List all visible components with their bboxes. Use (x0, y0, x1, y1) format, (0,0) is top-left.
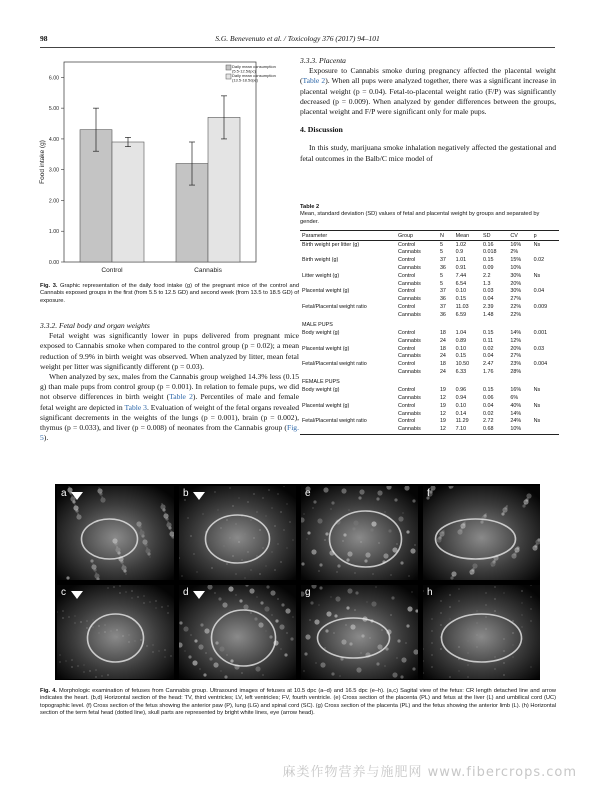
table2-cell: Control (398, 257, 416, 264)
bar-control-series2 (112, 142, 144, 262)
left-column-text (40, 321, 299, 443)
table2-cell (532, 265, 559, 273)
table2-col-header: Parameter (300, 231, 396, 241)
table2-cell: 18 (439, 345, 446, 352)
ultrasound-panel-b (179, 486, 296, 580)
fig4-caption-text: Morphologic examination of fetuses from Cannabis group. Ultrasound images of fetuses at 10.5 dpc (a–d) and 16.5 dpc (e–h). (a,c) Sagital view of the fetus: CR length detached line and arrow indicates the heart. (b,d) Horizontal section of the head: TV, third ventricles; LV, left ventricles; FV, fourth ventricle. (e) Cross section of the placenta (PL) and fetus at the liver (L) and umbilical cord (UC) topographic level. (f) Cross section of the fetus showing the anterior paw (P), lung (LG) and spinal cord (SC). (g) Cross section of the placenta (PL) and the fetus showing the anterior limb (L). (h) Horizontal section of the term fetal head (dotted line), skull parts are represented by bright white lines, eye (arrow head). (40, 688, 556, 717)
table2-cell: FEMALE PUPS (302, 379, 340, 386)
table2-cell (508, 376, 531, 387)
table2-cell: 1.04 (455, 329, 467, 336)
table2 (300, 230, 559, 435)
table2-col-header: Mean (454, 231, 481, 241)
table2-cell: 30% (510, 272, 522, 279)
panel-label: a (61, 488, 67, 499)
table2-row (300, 426, 559, 434)
table2-row (300, 319, 559, 330)
table2-cell: Ns (533, 241, 541, 248)
table2-cell: 0.68 (481, 426, 508, 434)
table2-row (300, 418, 559, 426)
table2-cell: 0.89 (455, 337, 467, 344)
table2-cell: 2.2 (483, 272, 491, 279)
table2-row (300, 304, 559, 312)
table2-cell (532, 376, 559, 387)
table2-cell: 0.03 (483, 288, 494, 295)
table2-cell: Cannabis (398, 264, 421, 271)
table2-cell: Body weight (g) (302, 387, 340, 394)
table2-cell: 19 (439, 387, 446, 394)
table2-col-header: CV (508, 231, 531, 241)
table2-cell (532, 353, 559, 361)
table2-link[interactable]: Table 2 (169, 392, 193, 402)
table2-cell: 0.15 (455, 353, 467, 360)
table2-row (300, 288, 559, 296)
table2-row (300, 257, 559, 265)
fig4-label: Fig. 4. (40, 688, 57, 694)
table2-cell: 0.018 (483, 249, 497, 256)
table2-cell (532, 426, 559, 434)
section-3-3-2-heading: 3.3.2. Fetal body and organ weights (40, 321, 150, 330)
table2-cell: Fetal/Placental weight ratio (302, 361, 367, 368)
table2-cell: 0.009 (533, 303, 548, 310)
table2-cell (532, 249, 559, 257)
table2-row (300, 361, 559, 369)
table2-cell: 6.59 (455, 311, 467, 318)
fig4-ultrasound-mosaic (55, 484, 540, 680)
table2-cell: 0.04 (533, 288, 545, 295)
table2-cell: 0.02 (483, 410, 494, 417)
table2-cell (481, 319, 508, 330)
table2-cell: 28% (510, 368, 522, 375)
ultrasound-panel-c (57, 585, 174, 679)
table2-cell: 24% (510, 418, 522, 425)
paragraph-placenta: Exposure to Cannabis smoke during pregnancy affected the placental weight (Table 2). When all pups were analyzed together, there was a significant increase in placental weight (p = 0.04). Fetal-to-placental weight ratio (F/P) was significantly decreased (p = 0.009). When analyzed by gender differences between the groups, placental weight and F/P were significant only for male pups. (300, 66, 557, 117)
table2-cell: 2.72 (483, 418, 494, 425)
table2-row (300, 387, 559, 395)
table2-cell: 12 (438, 426, 454, 434)
table2-row (300, 280, 559, 288)
table2-cell: Fetal/Placental weight ratio (302, 303, 367, 310)
table2-cell: 7.44 (455, 272, 467, 279)
table2-cell: 0.06 (483, 395, 494, 402)
table2-cell: Ns (533, 418, 541, 425)
table2-cell: 14% (510, 410, 522, 417)
fig3-caption (40, 283, 299, 305)
table2-cell: Control (398, 402, 416, 409)
table2-cell: 1.48 (483, 311, 494, 318)
table2-cell: 12 (439, 410, 446, 417)
table2-cell: 37 (439, 257, 446, 264)
table2-row (300, 296, 559, 304)
table2-cell: 36 (439, 311, 446, 318)
table2-cell: 5 (439, 280, 443, 287)
x-tick-label: Control (101, 267, 123, 274)
table2-row (300, 403, 559, 411)
table2-cell: 1.3 (483, 280, 491, 287)
legend-label-range: (5.5-12.5dpc) (232, 68, 256, 74)
table2-cell: Litter weight (g) (302, 272, 340, 279)
table2-cell: MALE PUPS (302, 322, 333, 329)
table2-cell: 0.11 (483, 337, 494, 344)
y-tick-label: 2.00 (48, 198, 59, 205)
table2-cell: 0.94 (455, 395, 467, 402)
panel-label: d (183, 587, 189, 598)
table2-cell: 0.10 (455, 288, 467, 295)
table2-caption: Mean, standard deviation (SD) values of fetal and placental weight by groups and separated by gender. (300, 211, 540, 225)
table2-cell: 0.96 (455, 387, 467, 394)
table2-cell: 0.09 (483, 264, 494, 271)
table2-cell (300, 426, 396, 434)
table2-cell: 1.76 (483, 368, 494, 375)
table2-cell: 2.39 (483, 303, 494, 310)
table2-cell (532, 311, 559, 319)
table2-cell: 37 (439, 288, 446, 295)
table2-cell: Cannabis (398, 368, 421, 375)
table2-cell: 0.04 (483, 296, 494, 303)
table2-cell: 0.04 (483, 402, 494, 409)
table2-cell: 0.15 (483, 329, 494, 336)
table2-cell: Placental weight (g) (302, 345, 350, 352)
x-tick-label: Cannabis (194, 267, 222, 274)
table2-cell: 20% (510, 280, 522, 287)
panel-label: c (61, 587, 66, 598)
table2-cell: Birth weight (g) (302, 257, 339, 264)
y-tick-label: 4.00 (48, 136, 59, 143)
legend-label: Daily mean consumption (232, 73, 276, 78)
ultrasound-panel-a (57, 486, 174, 580)
table2-cell: 24 (439, 337, 446, 344)
panel-label: g (305, 587, 311, 598)
table2-cell (438, 319, 454, 330)
table2-cell: 10% (510, 264, 522, 271)
table2-cell: 0.14 (455, 410, 467, 417)
y-tick-label: 6.00 (48, 75, 59, 82)
table2-cell: 12 (439, 395, 446, 402)
table2-cell: 11.29 (455, 418, 469, 425)
legend-swatch (226, 74, 231, 79)
table2-row (300, 337, 559, 345)
table3-link[interactable]: Table 3 (124, 402, 147, 412)
table2-cell (300, 311, 396, 319)
running-header (40, 34, 555, 46)
table2-cell: Control (398, 288, 416, 295)
ultrasound-panel-h (423, 585, 540, 679)
table2-cell: 0.15 (483, 387, 494, 394)
table2-cell: 0.15 (455, 296, 467, 303)
y-tick-label: 0.00 (48, 260, 59, 266)
table2-cell (300, 353, 396, 361)
table2-cell: 6% (510, 395, 519, 402)
table2-cell: 0.001 (533, 329, 548, 336)
header-rule (40, 47, 555, 48)
ultrasound-panel-f (423, 486, 540, 580)
table2-cell: 24 (439, 353, 446, 360)
table2-row (300, 376, 559, 387)
paragraph-discussion: In this study, marijuana smoke inhalation negatively affected the gestational and fetal outcomes in the Balb/C mice model of (300, 143, 556, 163)
table2-cell: 16% (510, 387, 522, 394)
table2-cell (396, 319, 438, 330)
table2-cell: Ns (533, 402, 541, 409)
table2-row (300, 330, 559, 338)
table2-cell: 30% (510, 288, 522, 295)
table2-cell: Fetal/Placental weight ratio (302, 418, 367, 425)
table2-cell (532, 410, 559, 418)
panel-label: b (183, 488, 189, 499)
table2-col-header: SD (481, 231, 508, 241)
table2-cell: Cannabis (398, 249, 421, 256)
table2-cell: 27% (510, 296, 522, 303)
running-title: S.G. Benevenuto et al. / Toxicology 376 (2017) 94–101 (215, 34, 380, 43)
table2-cell: 18 (439, 329, 446, 336)
table2-cell: Control (398, 361, 416, 368)
table2-cell: 37 (439, 303, 446, 310)
table2-row (300, 345, 559, 353)
paragraph-sex-analysis: When analyzed by sex, males from the Cannabis group weighed 14.3% less (0.15 g) than male pups from control group (p = 0.001). In relation to female pups, we did not observe differences in birth weight (Table 2). Percentiles of male and female fetal weight are depicted in Table 3. Evaluation of weight of the fetal organs revealed significant decrements in the weights of the lungs (p = 0.001), brain (p = 0.002), thymus (p = 0.033), and liver (p = 0.008) of neonates from the Cannabis group (Fig. 5). (40, 372, 299, 443)
table2-cell: 2% (510, 249, 519, 256)
table2-cell: 0.91 (455, 264, 467, 271)
table2-cell: Control (398, 329, 416, 336)
table2-col-header: N (438, 231, 454, 241)
ultrasound-panel-e (301, 486, 418, 580)
table2-cell: 2.47 (483, 361, 494, 368)
table2-cell: 23% (510, 361, 522, 368)
fig4-caption (40, 688, 556, 718)
table2-cell: Ns (533, 272, 541, 279)
table2-cell: 0.15 (483, 257, 494, 264)
table2-row (300, 311, 559, 319)
table2-row (300, 369, 559, 377)
table2-cell (300, 249, 396, 257)
watermark: 麻类作物营养与施肥网 www.fibercrops.com (282, 765, 577, 780)
fig3-label: Fig. 3. (40, 283, 58, 289)
table2-cell: 18 (439, 361, 446, 368)
table2-cell (532, 337, 559, 345)
table2-link-right[interactable]: Table 2 (302, 76, 326, 86)
panel-label: f (427, 488, 430, 499)
ultrasound-panel-g (301, 585, 418, 679)
table2-cell: 0.004 (533, 361, 548, 368)
page-number: 98 (40, 34, 48, 43)
legend-swatch (226, 65, 231, 70)
table2-cell: 0.02 (533, 257, 545, 264)
table2-row (300, 272, 559, 280)
panel-label: h (427, 587, 433, 598)
table2-row (300, 265, 559, 273)
table2-cell: 10% (508, 426, 531, 434)
table2-cell: 11.03 (455, 303, 469, 310)
table2-cell: Control (398, 345, 416, 352)
table2-cell: 5 (439, 241, 443, 248)
table2-cell: 20% (510, 345, 522, 352)
ultrasound-panel-d (179, 585, 296, 679)
table2-cell (300, 280, 396, 288)
table2-cell: Placental weight (g) (302, 402, 350, 409)
legend-label-range: (13.5-18.5dpc) (232, 77, 259, 83)
table2-cell: Cannabis (398, 353, 421, 360)
y-tick-label: 5.00 (48, 106, 59, 113)
table2-cell: Body weight (g) (302, 329, 340, 336)
table2-cell (532, 369, 559, 377)
table2-cell: 0.03 (533, 345, 545, 352)
table2-cell: Cannabis (398, 311, 421, 318)
table2-cell: Cannabis (398, 337, 421, 344)
table2-cell (532, 280, 559, 288)
paragraph-fetal-weight: Fetal weight was significantly lower in pups delivered from pregnant mice exposed to Cannabis smoke when compared to the control group (p = 0.02); a mean reduction of 9.9% in birth weight was observed. When analyzed by litter, mean fetal weight per litter was significantly different (p = 0.03). (40, 331, 299, 371)
table2-cell (300, 395, 396, 403)
table2-cell: 22% (510, 311, 522, 318)
table2-col-header: p (532, 231, 559, 241)
table2-cell (454, 376, 481, 387)
table2-cell: 1.01 (455, 257, 467, 264)
table2-cell: 36 (439, 296, 446, 303)
table2-cell: Cannabis (398, 395, 421, 402)
table2-cell (532, 395, 559, 403)
table2-cell (438, 376, 454, 387)
y-tick-label: 3.00 (48, 167, 59, 174)
table2-cell (532, 296, 559, 304)
right-column-text (300, 56, 556, 164)
table2-cell: 10.50 (455, 361, 470, 368)
table2-cell: 15% (510, 257, 522, 264)
table2-cell: 0.10 (455, 345, 467, 352)
table2-cell: 5 (439, 272, 443, 279)
panel-label: e (305, 488, 311, 499)
table2-cell: 12% (510, 337, 522, 344)
table2-row (300, 249, 559, 257)
table2-cell: 6.54 (455, 280, 467, 287)
table2-cell: Control (398, 241, 416, 248)
table2-cell (300, 337, 396, 345)
table2-cell (454, 319, 481, 330)
table2-cell (532, 319, 559, 330)
table2-cell: 0.16 (483, 241, 494, 248)
table2-cell: 16% (510, 241, 522, 248)
table2-cell: 19 (439, 402, 446, 409)
table2-cell: Placental weight (g) (302, 288, 350, 295)
table2-cell (396, 376, 438, 387)
table2-cell: 40% (510, 402, 522, 409)
table2-cell (481, 376, 508, 387)
table2-cell: 6.33 (455, 368, 467, 375)
table2-cell (300, 369, 396, 377)
table2-label: Table 2 (300, 204, 320, 210)
table2-cell: Cannabis (396, 426, 438, 434)
section-3-3-3-heading: 3.3.3. Placenta (300, 56, 346, 65)
table2-block (300, 204, 559, 435)
table2-cell: 36 (439, 264, 446, 271)
table2-cell: Birth weight per litter (g) (302, 241, 360, 248)
table2-cell: Cannabis (398, 410, 421, 417)
table2-row (300, 241, 559, 249)
table2-cell: Control (398, 418, 416, 425)
table2-cell (508, 319, 531, 330)
table2-cell: 1.02 (455, 241, 467, 248)
table2-cell: 0.02 (483, 345, 494, 352)
table2-cell: Control (398, 387, 416, 394)
table2-cell: Ns (533, 387, 541, 394)
table2-row (300, 353, 559, 361)
y-tick-label: 1.00 (48, 229, 59, 236)
table2-cell: 24 (439, 368, 446, 375)
table2-row (300, 395, 559, 403)
table2-cell (300, 296, 396, 304)
table2-cell: 14% (510, 329, 522, 336)
y-axis-label: Food intake (g) (39, 140, 46, 184)
table2-cell: 7.10 (454, 426, 481, 434)
table2-col-header: Group (396, 231, 438, 241)
table2-cell: 5 (439, 249, 443, 256)
table2-cell: 27% (510, 353, 522, 360)
table2-cell: 19 (439, 418, 446, 425)
table2-cell: 0.10 (455, 402, 467, 409)
table2-cell: 22% (510, 303, 522, 310)
legend-label: Daily mean consumption (232, 64, 276, 69)
fig3-bar-chart (38, 56, 296, 281)
table2-cell: Cannabis (398, 296, 421, 303)
fig5-link[interactable]: Fig. 5 (40, 423, 299, 443)
discussion-heading: 4. Discussion (300, 125, 343, 135)
table2-cell: 0.9 (455, 249, 464, 256)
table2-cell: Control (398, 303, 416, 310)
table2-row (300, 410, 559, 418)
table2-cell: Control (398, 272, 416, 279)
fig3-caption-text: Graphic representation of the daily food intake (g) of the pregnant mice of the control and Cannabis exposed groups in the first (from 5.5 to 12.5 GD) and second week (from 13.5 to 18.5 GD) of exposure. (40, 283, 299, 304)
table2-cell (300, 410, 396, 418)
table2-cell (300, 265, 396, 273)
table2-cell: 0.04 (483, 353, 494, 360)
table2-cell: Cannabis (398, 280, 421, 287)
